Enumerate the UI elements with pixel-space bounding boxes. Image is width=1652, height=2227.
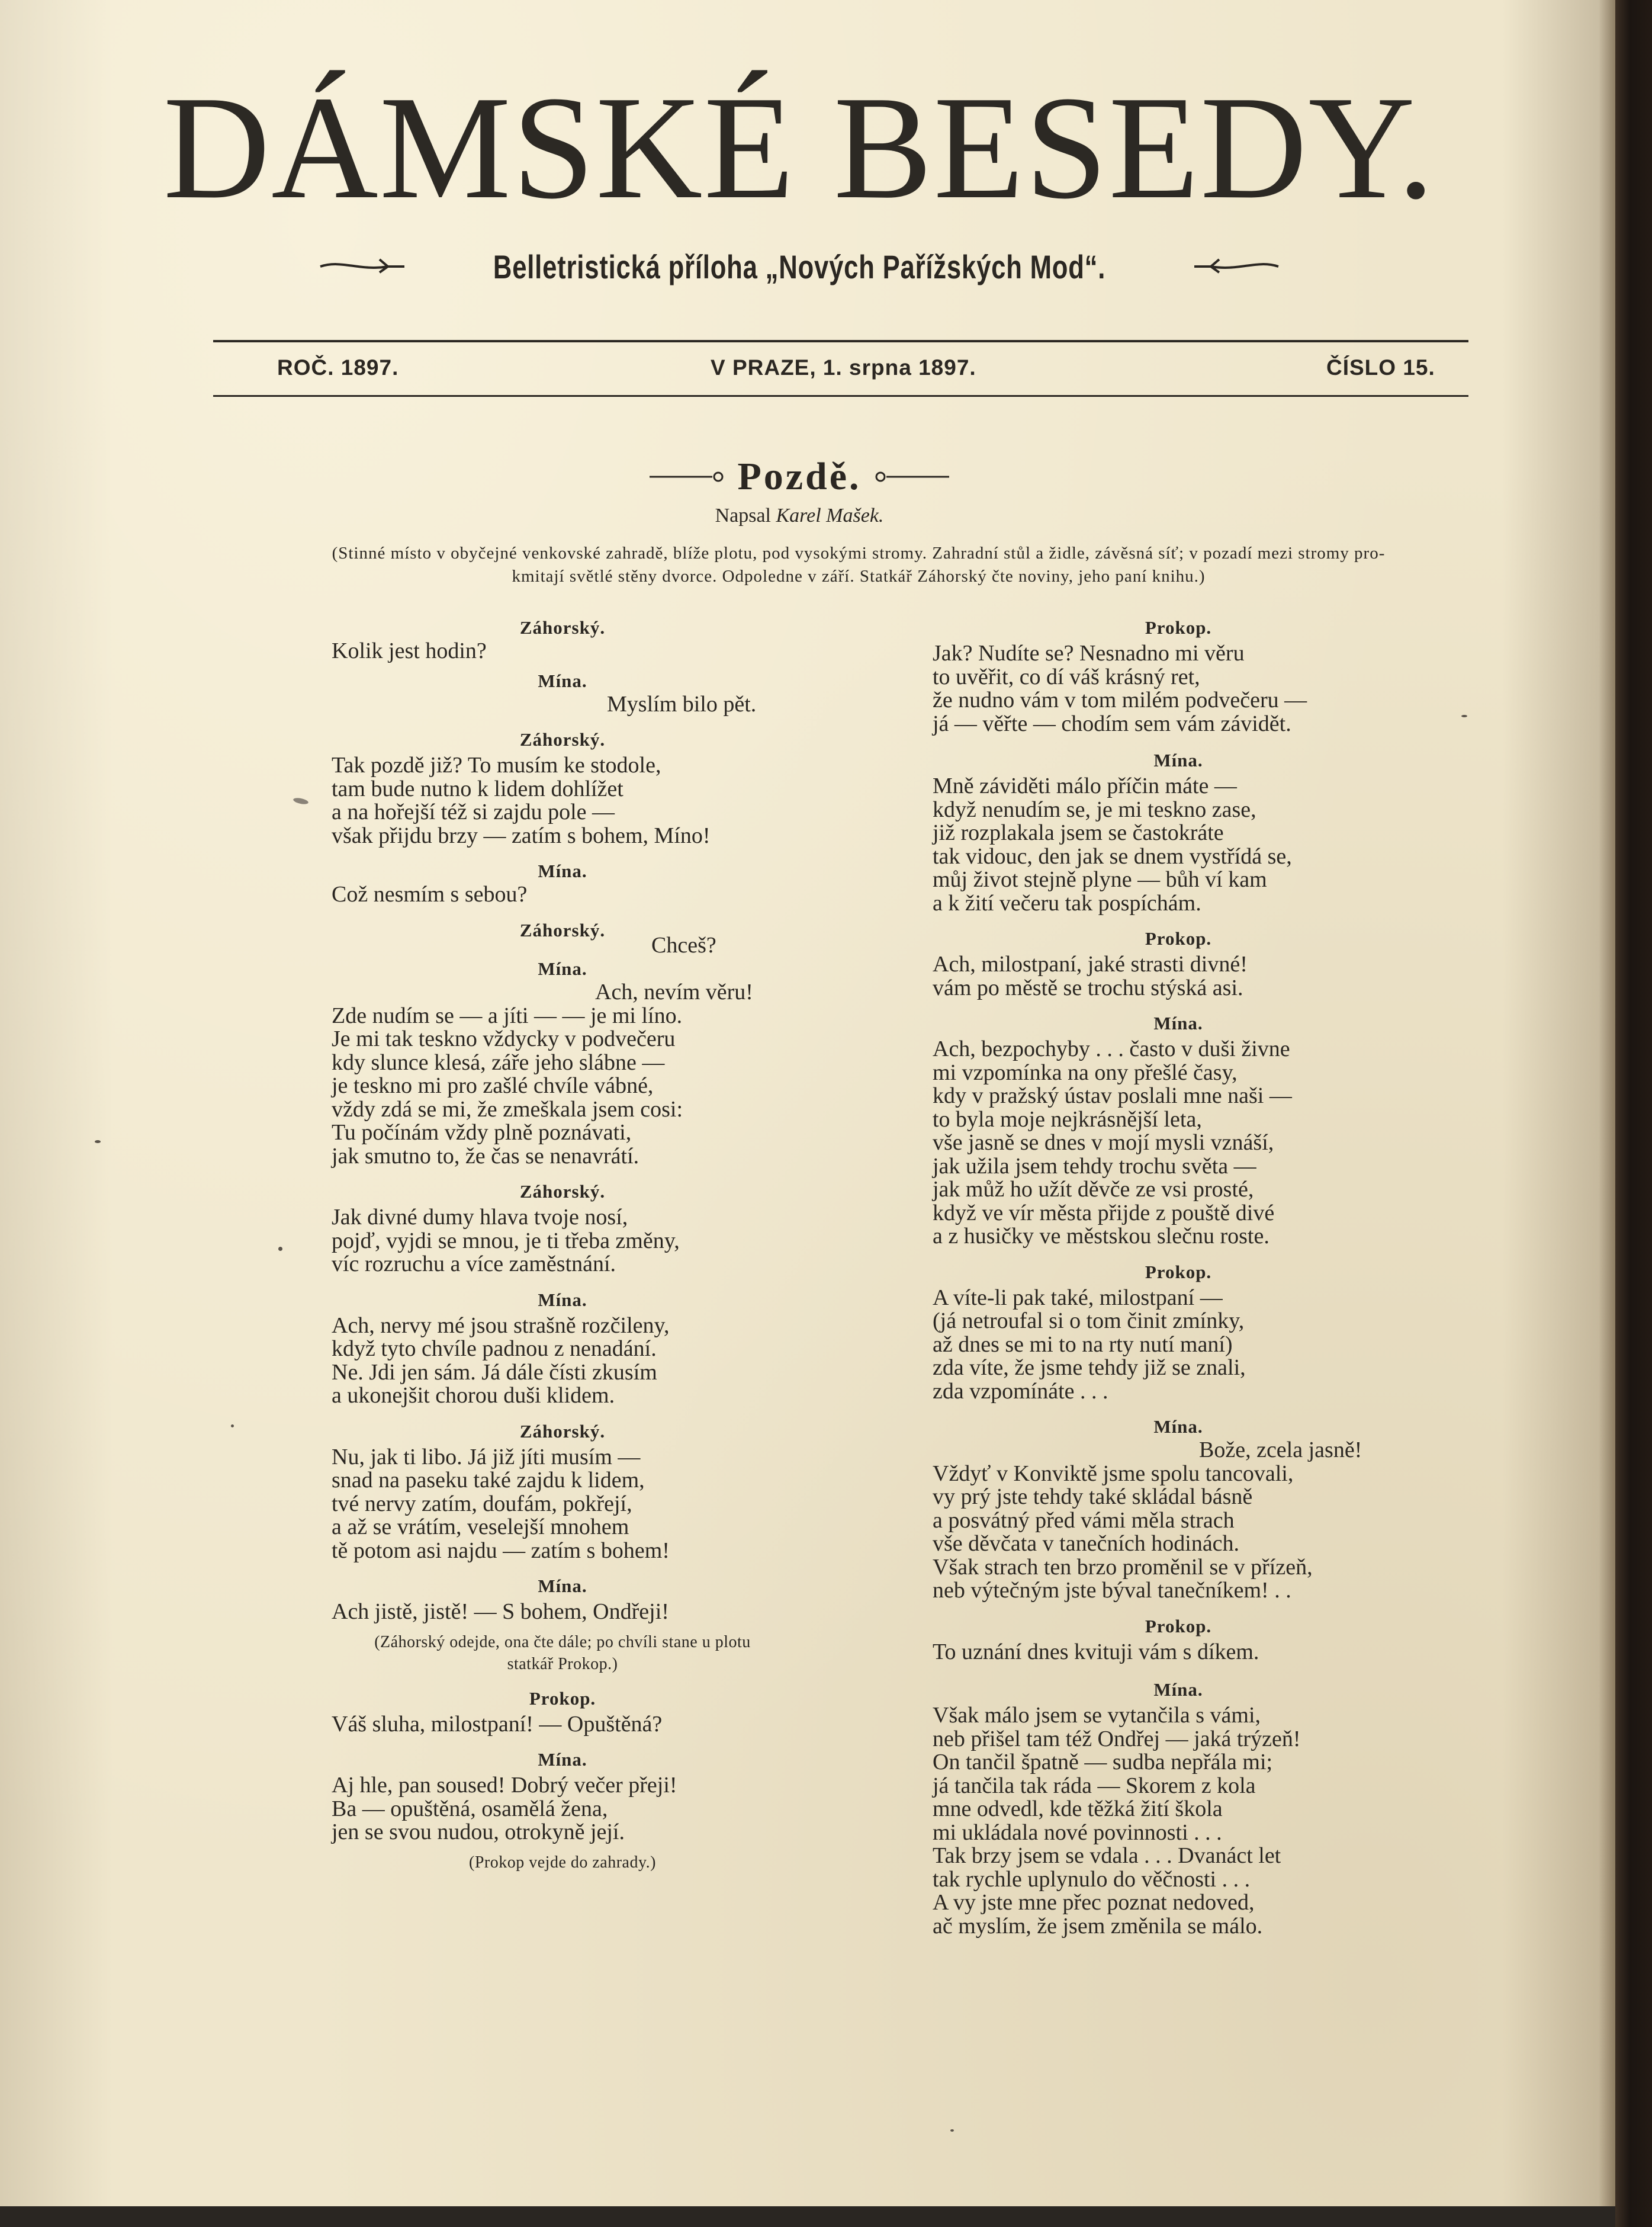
speaker-label: Mína. [538, 1289, 587, 1310]
verse-line: Je mi tak teskno vždycky v podvečeru [332, 1026, 676, 1051]
right-flourish-icon [1192, 255, 1281, 278]
verse-line: neb přišel tam též Ondřej — jaká trýzeň! [933, 1726, 1301, 1751]
speaker-label: Prokop. [1145, 928, 1212, 949]
ink-speck [950, 2129, 954, 2132]
verse-line: Tu počínám vždy plně poznávati, [332, 1120, 632, 1145]
verse-line: Ach, bezpochyby . . . často v duši živne [933, 1037, 1290, 1061]
verse-line: Nu, jak ti libo. Já již jíti musím — [332, 1444, 641, 1469]
verse-line: vše děvčata v tanečních hodinách. [933, 1531, 1240, 1556]
verse-block [933, 775, 1424, 915]
verse-line: neb výtečným jste býval tanečníkem! . . [933, 1578, 1291, 1603]
ink-speck [95, 1140, 101, 1143]
speaker-label: Mína. [538, 1575, 587, 1596]
left-column [332, 616, 793, 1873]
speaker-label: Mína. [538, 958, 587, 979]
verse-line: tak rychle uplynulo do věčnosti . . . [933, 1866, 1251, 1892]
author-line [0, 502, 1599, 530]
speaker-label: Záhorský. [519, 617, 606, 638]
verse-block [933, 1704, 1424, 1938]
verse-line: a posvátný před vámi měla strach [933, 1507, 1235, 1533]
verse-line: Což nesmím s sebou? [332, 882, 528, 907]
stage-note: (Záhorský odejde, ona čte dále; po chvíli stane u plotu [374, 1632, 751, 1651]
verse-block [933, 1462, 1424, 1603]
verse-line: vy prý jste tehdy také skládal básně [933, 1484, 1253, 1509]
verse-block [933, 642, 1424, 736]
title-left-ornament-icon [650, 468, 727, 486]
verse-block [332, 1446, 793, 1563]
author-prefix: Napsal [715, 505, 771, 527]
verse-block [332, 1774, 793, 1844]
speaker-label: Záhorský. [519, 1420, 606, 1442]
verse-line: Mně záviděti málo příčin máte — [933, 774, 1237, 798]
dateline-top-rule [213, 340, 1468, 342]
verse-line: a na hořejší též si zajdu pole — [332, 800, 615, 824]
verse-block [332, 1005, 793, 1169]
masthead-subtitle-row [0, 238, 1599, 295]
verse-line: to byla moje nejkrásnější leta, [933, 1106, 1202, 1132]
verse-line: Vždyť v Konviktě jsme spolu tancovali, [933, 1461, 1294, 1486]
verse-line: Zde nudím se — a jíti — — je mi líno. [332, 1003, 683, 1028]
verse-line: To uznání dnes kvituji vám s díkem. [933, 1639, 1259, 1664]
verse-line: Myslím bilo pět. [607, 691, 757, 717]
stage-direction-line: (Stinné místo v obyčejné venkovské zahradě, blíže plotu, pod vysokými stromy. Zahradní stůl a židle, závěsná síť; v pozadí mezi stromy pro- [332, 544, 1386, 563]
ink-speck [1461, 715, 1467, 717]
verse-line: když nenudím se, je mi teskno zase, [933, 797, 1256, 822]
verse-block [332, 1314, 793, 1408]
poem-title: Pozdě. [737, 455, 862, 498]
dateline-bottom-rule [213, 395, 1468, 397]
verse-line: a ukonejšit chorou duši klidem. [332, 1383, 615, 1408]
speaker-label: Mína. [1153, 1013, 1203, 1034]
verse-line: víc rozruchu a více zaměstnání. [332, 1252, 616, 1276]
verse-line: Bože, zcela jasně! [1199, 1437, 1362, 1462]
verse-line: vše jasně se dnes v mojí mysli vznáší, [933, 1130, 1274, 1155]
verse-line: Však málo jsem se vytančila s vámi, [933, 1703, 1261, 1728]
speaker-label: Prokop. [1145, 1615, 1212, 1636]
verse-line: a až se vrátím, veselejší mnohem [332, 1514, 629, 1539]
verse-line: to uvěřit, co dí váš krásný ret, [933, 664, 1200, 689]
verse-line: tě potom asi najdu — zatím s bohem! [332, 1538, 670, 1563]
speaker-label: Mína. [538, 861, 587, 881]
date-place-label: V PRAZE, 1. srpna 1897. [711, 355, 976, 380]
verse-line: jak užila jsem tehdy trochu světa — [933, 1153, 1256, 1179]
verse-line: Aj hle, pan soused! Dobrý večer přeji! [332, 1773, 677, 1798]
verse-line: Tak pozdě již? To musím ke stodole, [332, 753, 661, 778]
verse-line: zda vzpomínáte . . . [933, 1378, 1108, 1404]
speaker-label: Záhorský. [519, 729, 606, 750]
verse-line: jak můž ho užít děvče ze vsi prosté, [933, 1177, 1254, 1202]
verse-line: Jak divné dumy hlava tvoje nosí, [332, 1205, 628, 1230]
verse-line: a k žití večeru tak pospíchám. [933, 890, 1201, 916]
speaker-label: Mína. [1153, 750, 1203, 771]
verse-block [332, 754, 793, 848]
verse-line: Tak brzy jsem se vdala . . . Dvanáct let [933, 1843, 1281, 1868]
verse-line: vždy zdá se mi, že zmeškala jsem cosi: [332, 1096, 683, 1122]
speaker-label: Prokop. [529, 1687, 596, 1709]
ink-speck [278, 1247, 282, 1251]
verse-line: Ach, nevím věru! [595, 980, 753, 1005]
speaker-label: Záhorský. [519, 919, 606, 941]
verse-line: tvé nervy zatím, doufám, pokřejí, [332, 1491, 632, 1516]
verse-line: Jak? Nudíte se? Nesnadno mi věru [933, 641, 1245, 666]
stage-direction [219, 542, 1498, 588]
speaker-label: Záhorský. [519, 1181, 606, 1202]
stage-note: statkář Prokop.) [507, 1654, 618, 1673]
verse-line: kdy slunce klesá, záře jeho slábne — [332, 1050, 665, 1075]
masthead-subtitle: Belletristická příloha „Nových Pařížských Mod“. [493, 248, 1106, 285]
issue-number-label: ČÍSLO 15. [1326, 355, 1435, 380]
verse-line: a z husičky ve městskou slečnu roste. [933, 1224, 1269, 1249]
verse-line: snad na paseku také zajdu k lidem, [332, 1468, 645, 1493]
verse-line: zda víte, že jsme tehdy již se znali, [933, 1355, 1246, 1380]
verse-line: kdy v pražský ústav poslali mne naši — [933, 1083, 1292, 1108]
verse-line: vám po městě se trochu stýská asi. [933, 975, 1243, 1000]
verse-line: je teskno mi pro zašlé chvíle vábné, [332, 1073, 654, 1098]
verse-line: až dnes se mi to na rty nutí maní) [933, 1331, 1233, 1357]
verse-line: Váš sluha, milostpaní! — Opuštěná? [332, 1711, 663, 1737]
verse-line: On tančil špatně — sudba nepřála mi; [933, 1750, 1273, 1774]
verse-line: když tyto chvíle padnou z nenadání. [332, 1336, 657, 1361]
verse-line: když ve vír města přijde z pouště divé [933, 1200, 1275, 1225]
speaker-label: Prokop. [1145, 617, 1212, 638]
verse-line: tam bude nutno k lidem dohlížet [332, 776, 623, 801]
verse-line: A víte-li pak také, milostpaní — [933, 1285, 1223, 1310]
verse-block [332, 1206, 793, 1276]
book-binding-edge [1615, 0, 1652, 2227]
verse-line: ač myslím, že jsem změnila se málo. [933, 1913, 1263, 1939]
verse-line: mi vzpomínka na ony přešlé časy, [933, 1060, 1238, 1085]
verse-line: Však strach ten brzo proměnil se v přízeň, [933, 1554, 1313, 1580]
volume-label: ROČ. 1897. [277, 355, 399, 380]
stage-direction-line: kmitají světlé stěny dvorce. Odpoledne v září. Statkář Záhorský čte noviny, jeho paní knihu.) [512, 567, 1206, 586]
poem-title-row [0, 453, 1599, 501]
verse-line: já tančila tak ráda — Skorem z kola [933, 1773, 1256, 1798]
verse-line: (já netroufal si o tom činit zmínky, [933, 1308, 1245, 1333]
author-name: Karel Mašek. [776, 505, 884, 527]
verse-line: A vy jste mne přec poznat nedoved, [933, 1890, 1255, 1915]
verse-line: že nudno vám v tom milém podvečeru — [933, 688, 1307, 713]
masthead-title: DÁMSKÉ BESEDY. [163, 66, 1436, 230]
verse-block [933, 1038, 1424, 1249]
verse-line: Kolik jest hodin? [332, 638, 487, 663]
page-edge-shadow [1599, 0, 1615, 2206]
title-right-ornament-icon [872, 468, 949, 486]
verse-line: Ach jistě, jistě! — S bohem, Ondřeji! [332, 1599, 669, 1624]
speaker-label: Mína. [1153, 1679, 1203, 1700]
verse-line: mi ukládala nové povinnosti . . . [933, 1820, 1222, 1845]
speaker-label: Prokop. [1145, 1261, 1212, 1282]
verse-line: já — věřte — chodím sem vám závidět. [933, 711, 1291, 736]
verse-line: mne odvedl, kde těžká žití škola [933, 1796, 1223, 1821]
verse-line: Ne. Jdi jen sám. Já dále čísti zkusím [332, 1359, 657, 1385]
speaker-label: Mína. [538, 1749, 587, 1770]
verse-block [933, 953, 1424, 1000]
verse-line: jak smutno to, že čas se nenavrátí. [332, 1143, 639, 1169]
speaker-label: Mína. [1153, 1416, 1203, 1437]
ink-speck [293, 797, 308, 805]
verse-line: Ba — opuštěná, osamělá žena, [332, 1796, 608, 1821]
verse-line: však přijdu brzy — zatím s bohem, Míno! [332, 823, 711, 848]
verse-line: Ach, milostpaní, jaké strasti divné! [933, 952, 1248, 977]
verse-block [933, 1286, 1424, 1404]
verse-line: pojď, vyjdi se mnou, je ti třeba změny, [332, 1228, 680, 1253]
verse-line: jen se svou nudou, otrokyně její. [332, 1820, 625, 1844]
verse-line: Ach, nervy mé jsou strašně rozčileny, [332, 1313, 670, 1338]
stage-note: (Prokop vejde do zahrady.) [469, 1853, 656, 1872]
left-flourish-icon [318, 255, 407, 278]
ink-speck [231, 1424, 234, 1427]
verse-line: již rozplakala jsem se častokráte [933, 820, 1224, 845]
verse-line: můj život stejně plyne — bůh ví kam [933, 867, 1267, 892]
verse-line: Chceš? [651, 932, 716, 958]
right-column [933, 616, 1424, 1938]
speaker-label: Mína. [538, 670, 587, 691]
verse-line: tak vidouc, den jak se dnem vystřídá se, [933, 843, 1292, 869]
